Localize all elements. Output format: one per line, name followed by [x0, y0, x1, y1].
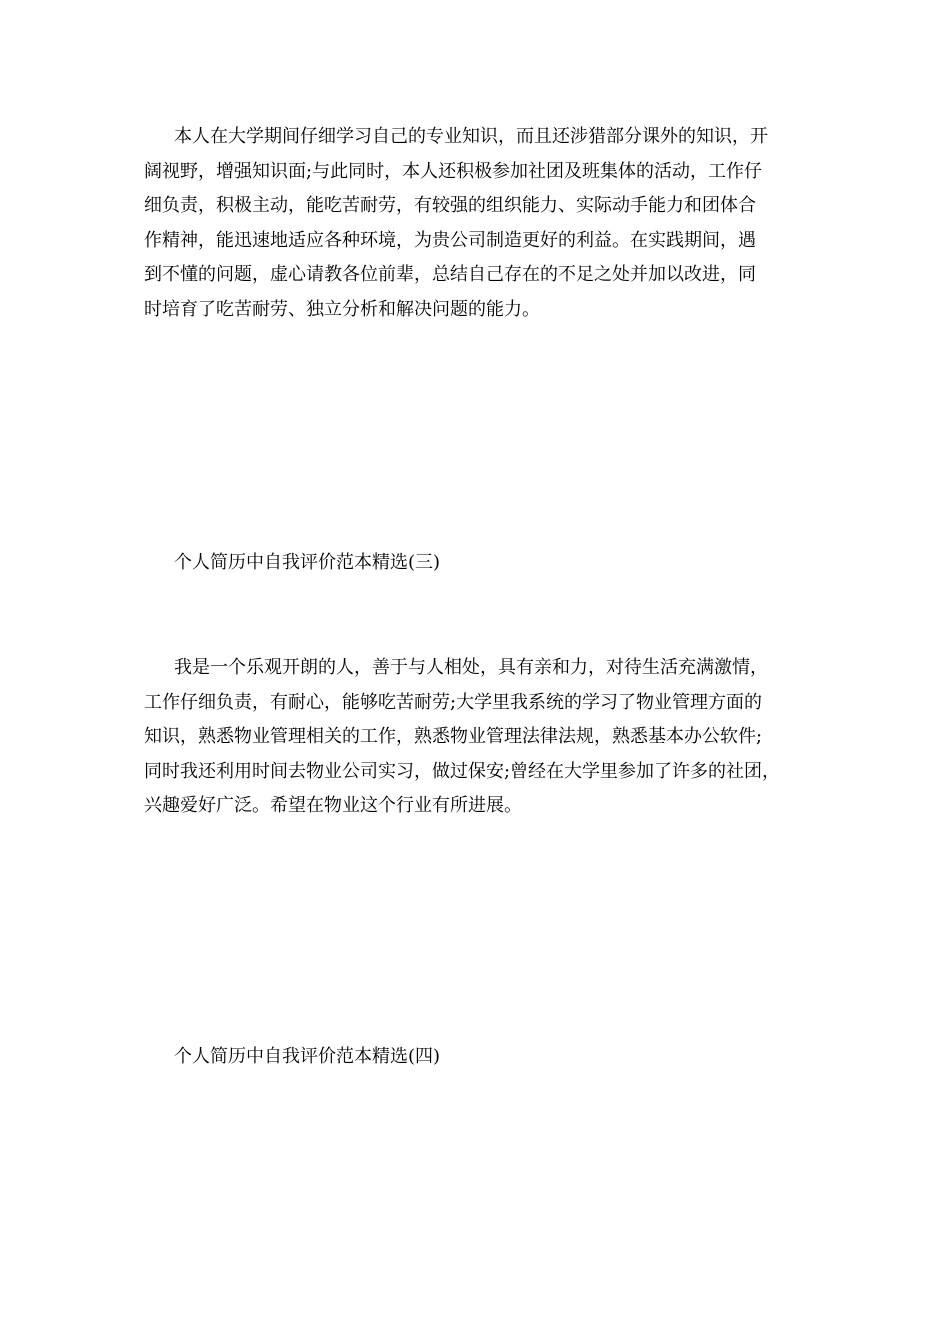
paragraph-line: 兴趣爱好广泛。希望在物业这个行业有所进展。: [144, 795, 522, 817]
section-heading-4: 个人简历中自我评价范本精选(四): [174, 1046, 441, 1067]
paragraph-line: 本人在大学期间仔细学习自己的专业知识，而且还涉猎部分课外的知识，开: [174, 126, 768, 147]
section-heading-3: 个人简历中自我评价范本精选(三): [174, 552, 441, 573]
paragraph-line: 知识，熟悉物业管理相关的工作，熟悉物业管理法律法规，熟悉基本办公软件;: [144, 726, 763, 748]
self-evaluation-paragraph-1: [144, 120, 824, 328]
self-evaluation-paragraph-2: [144, 651, 824, 824]
paragraph-line: 同时我还利用时间去物业公司实习，做过保安;曾经在大学里参加了许多的社团，: [144, 760, 781, 782]
paragraph-line: 作精神，能迅速地适应各种环境，为贵公司制造更好的利益。在实践期间，遇: [144, 229, 756, 251]
paragraph-line: 工作仔细负责，有耐心，能够吃苦耐劳;大学里我系统的学习了物业管理方面的: [144, 691, 763, 713]
paragraph-line: 阔视野，增强知识面;与此同时，本人还积极参加社团及班集体的活动，工作仔: [144, 160, 763, 182]
paragraph-line: 时培育了吃苦耐劳、独立分析和解决问题的能力。: [144, 298, 540, 320]
paragraph-line: 我是一个乐观开朗的人，善于与人相处，具有亲和力，对待生活充满激情，: [174, 657, 768, 678]
paragraph-line: 细负责，积极主动，能吃苦耐劳，有较强的组织能力、实际动手能力和团体合: [144, 195, 756, 217]
paragraph-line: 到不懂的问题，虚心请教各位前辈，总结自己存在的不足之处并加以改进，同: [144, 264, 756, 286]
